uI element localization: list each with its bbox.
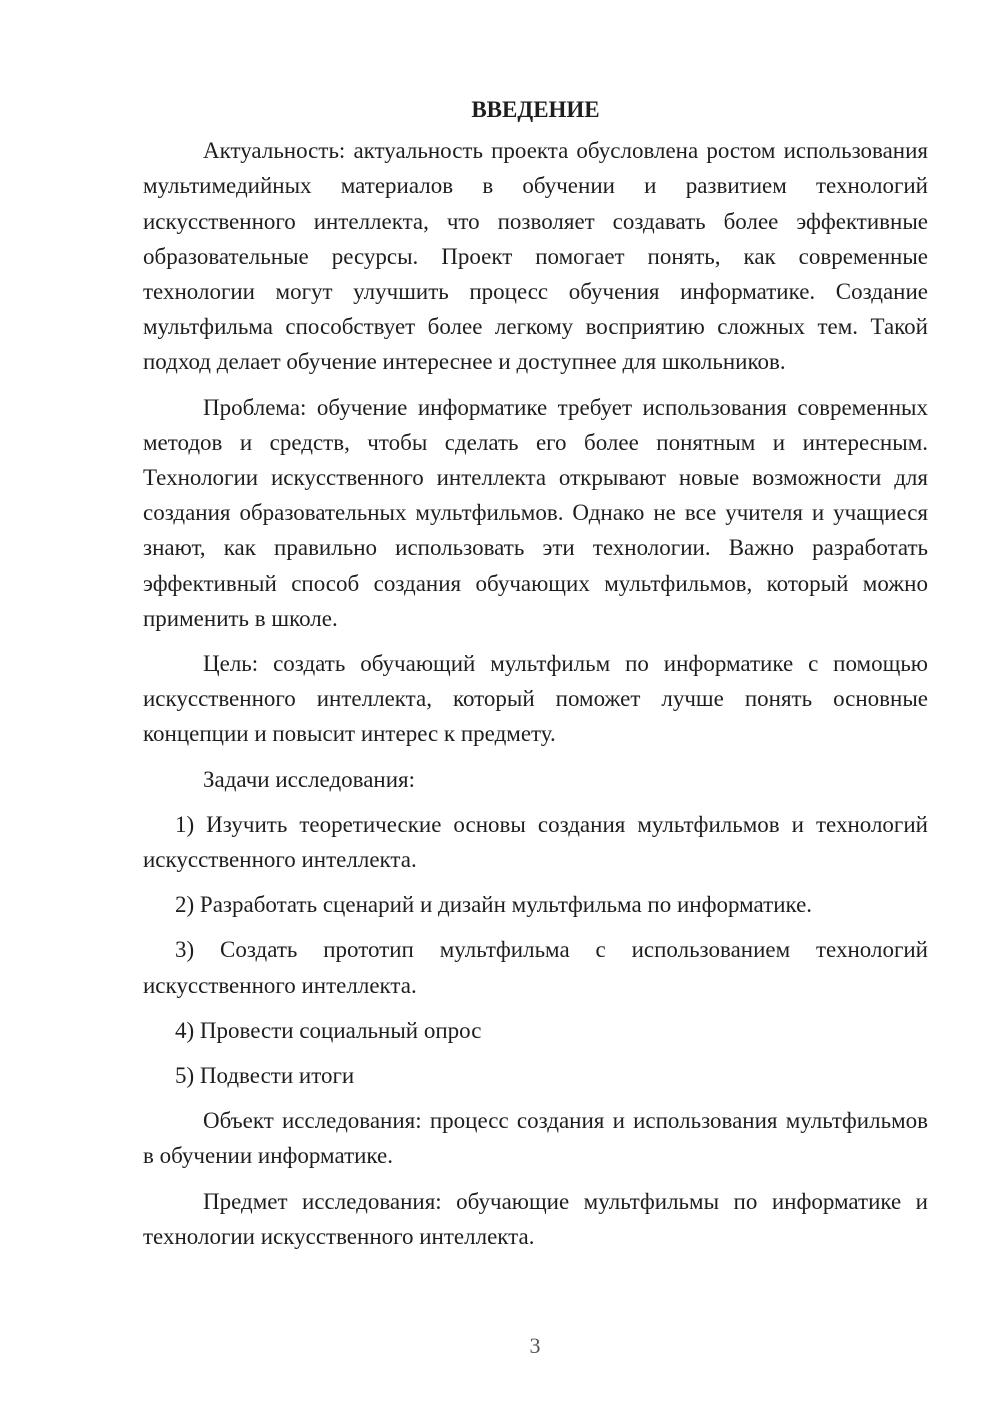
task-item-3: 3) Создать прототип мультфильма с использованием технологий искусственного интеллекта. xyxy=(143,937,928,998)
task-item-4: 4) Провести социальный опрос xyxy=(175,1017,482,1043)
task-item-1: 1) Изучить теоретические основы создания мультфильмов и технологий искусственного интеллекта. xyxy=(143,811,928,873)
page-number: 3 xyxy=(529,1333,541,1358)
task-item-2: 2) Разработать сценарий и дизайн мультфильма по информатике. xyxy=(175,892,813,918)
paragraph-goal: Цель: создать обучающий мультфильм по информатике с помощью искусственного интеллекта, который поможет лучше понять основные концепции и повысит интерес к предмету. xyxy=(143,651,928,747)
document-content xyxy=(143,92,928,1254)
section-title: ВВЕДЕНИЕ xyxy=(471,97,600,122)
paragraph-object: Объект исследования: процесс создания и использования мультфильмов в обучении информатике. xyxy=(143,1108,928,1169)
paragraph-relevance: Актуальность: актуальность проекта обусловлена ростом использования мультимедийных материалов в обучении и развитием технологий искусственного интеллекта, что позволяет создавать более эффективные образовательные ресурсы. Проект помогает понять, как современные технологии могут улучшить процесс обучения информатике. Создание мультфильма способствует более легкому восприятию сложных тем. Такой подход делает обучение интереснее и доступнее для школьников. xyxy=(143,138,928,375)
paragraph-problem: Проблема: обучение информатике требует использования современных методов и средств, чтобы сделать его более понятным и интересным. Технологии искусственного интеллекта открывают новые возможности для создания образовательных мультфильмов. Однако не все учителя и учащиеся знают, как правильно использовать эти технологии. Важно разработать эффективный способ создания обучающих мультфильмов, который можно применить в школе. xyxy=(143,394,928,631)
paragraph-subject: Предмет исследования: обучающие мультфильмы по информатике и технологии искусственного интеллекта. xyxy=(143,1188,928,1249)
task-item-5: 5) Подвести итоги xyxy=(175,1063,355,1089)
paragraph-tasks-heading: Задачи исследования: xyxy=(203,766,416,792)
